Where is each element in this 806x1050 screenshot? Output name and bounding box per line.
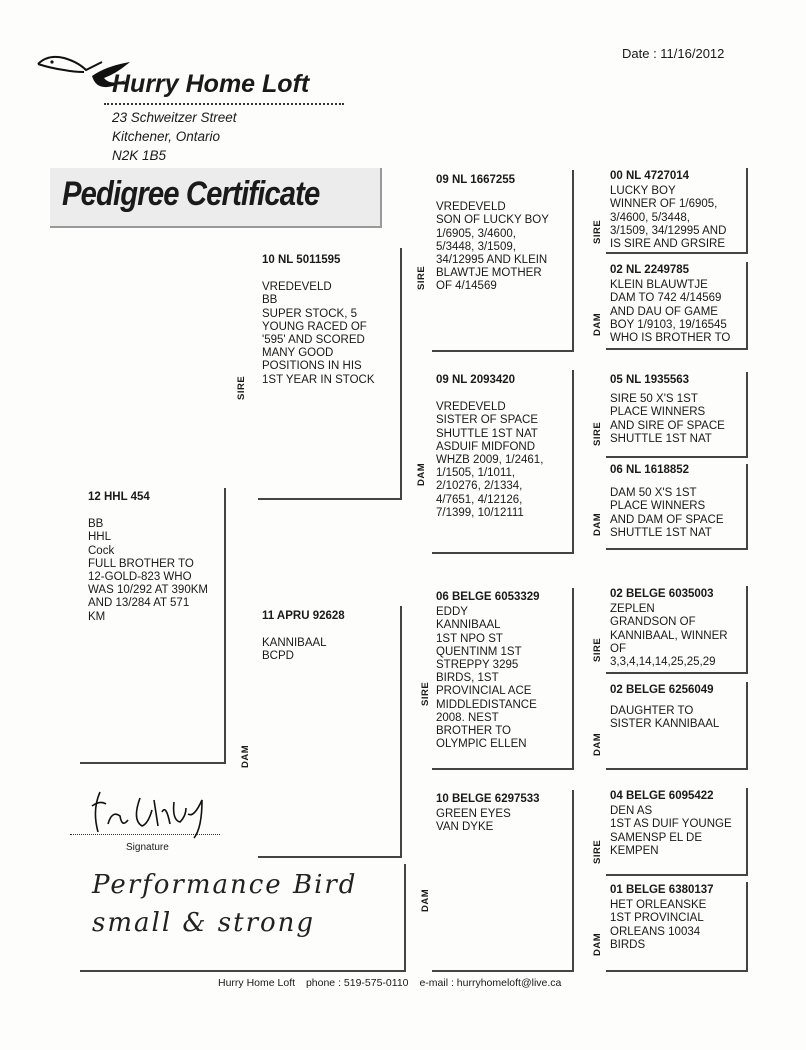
sdd-card	[610, 464, 748, 540]
dds-card	[610, 790, 748, 858]
ds-card	[436, 591, 574, 751]
footer-email: e-mail : hurryhomeloft@live.ca	[419, 977, 562, 989]
sdd-dam-label: DAM	[592, 512, 603, 536]
sds-description: SIRE 50 X'S 1ST PLACE WINNERS AND SIRE OF SPACE SHUTTLE 1ST NAT	[610, 393, 725, 445]
dam-label: DAM	[240, 744, 251, 768]
signature-label: Signature	[126, 842, 169, 853]
sire-description: VREDEVELD BB SUPER STOCK, 5 YOUNG RACED OF '595' AND SCORED MANY GOOD POSITIONS IN HIS 1ST YEAR IN STOCK	[262, 281, 375, 386]
sss-description: LUCKY BOY WINNER OF 1/6905, 3/4600, 5/3448, 3/1509, 34/12995 AND IS SIRE AND GRSIRE	[610, 185, 727, 251]
sire-id: 10 NL 5011595	[262, 254, 341, 266]
address-city: Kitchener, Ontario	[112, 129, 221, 144]
dd-id: 10 BELGE 6297533	[436, 793, 540, 805]
sdd-id: 06 NL 1618852	[610, 464, 690, 476]
loft-name: Hurry Home Loft	[112, 70, 310, 98]
sd-dam-label: DAM	[416, 462, 427, 486]
sds-card	[610, 374, 748, 446]
sss-sire-label: SIRE	[592, 219, 603, 244]
address-postal: N2K 1B5	[112, 148, 167, 163]
ss-sire-label: SIRE	[416, 265, 427, 290]
sire-card	[262, 254, 400, 387]
sd-card	[436, 374, 574, 520]
ss-id: 09 NL 1667255	[436, 174, 516, 186]
dss-sire-label: SIRE	[592, 637, 603, 662]
dsd-description: DAUGHTER TO SISTER KANNIBAAL	[610, 705, 720, 731]
sd-description: VREDEVELD SISTER OF SPACE SHUTTLE 1ST NAT ASDUIF MIDFOND WHZB 2009, 1/2461, 1/1505, 1/1011, 2/10276, 2/1334, 4/7651, 4/12126, 7/1399, 10/12111	[436, 401, 544, 519]
ddd-id: 01 BELGE 6380137	[610, 884, 714, 896]
handwritten-note-line1: Performance Bird	[92, 870, 358, 900]
sds-id: 05 NL 1935563	[610, 374, 690, 386]
ds-description: EDDY KANNIBAAL 1ST NPO ST QUENTINM 1ST STREPPY 3295 BIRDS, 1ST PROVINCIAL ACE MIDDLEDISTANCE 2008. NEST BROTHER TO OLYMPIC ELLEN	[436, 606, 537, 751]
sds-sire-label: SIRE	[592, 421, 603, 446]
ss-description: VREDEVELD SON OF LUCKY BOY 1/6905, 3/4600, 5/3448, 3/1509, 34/12995 AND KLEIN BLAWTJE MOTHER OF 4/14569	[436, 201, 549, 293]
ds-id: 06 BELGE 6053329	[436, 591, 540, 603]
certificate-date: Date : 11/16/2012	[622, 46, 725, 61]
ssd-card	[610, 264, 748, 345]
dds-description: DEN AS 1ST AS DUIF YOUNGE SAMENSP EL DE KEMPEN	[610, 805, 732, 857]
subject-card	[88, 491, 226, 624]
ddd-dam-label: DAM	[592, 932, 603, 956]
ssd-dam-label: DAM	[592, 312, 603, 336]
subject-id: 12 HHL 454	[88, 491, 150, 503]
footer-name: Hurry Home Loft	[218, 977, 296, 989]
dd-card	[436, 793, 574, 835]
dsd-card	[610, 684, 748, 732]
footer	[218, 977, 569, 989]
sdd-description: DAM 50 X'S 1ST PLACE WINNERS AND DAM OF SPACE SHUTTLE 1ST NAT	[610, 487, 724, 539]
subject-description: BB HHL Cock FULL BROTHER TO 12-GOLD-823 WHO WAS 10/292 AT 390KM AND 13/284 AT 571 KM	[88, 518, 208, 623]
dds-id: 04 BELGE 6095422	[610, 790, 714, 802]
header-divider	[104, 103, 344, 105]
ddd-card	[610, 884, 748, 952]
dss-card	[610, 588, 748, 669]
dam-card	[262, 610, 400, 664]
footer-phone: phone : 519-575-0110	[305, 977, 409, 989]
sss-card	[610, 170, 748, 251]
sd-id: 09 NL 2093420	[436, 374, 516, 386]
ssd-id: 02 NL 2249785	[610, 264, 690, 276]
dds-sire-label: SIRE	[592, 839, 603, 864]
dam-description: KANNIBAAL BCPD	[262, 637, 327, 663]
ssd-description: KLEIN BLAUWTJE DAM TO 742 4/14569 AND DAU OF GAME BOY 1/9103, 19/16545 WHO IS BROTHER TO	[610, 279, 731, 345]
dsd-dam-label: DAM	[592, 732, 603, 756]
dd-description: GREEN EYES VAN DYKE	[436, 808, 511, 834]
address-street: 23 Schweitzer Street	[112, 110, 237, 125]
certificate-title: Pedigree Certificate	[62, 175, 320, 213]
ddd-description: HET ORLEANSKE 1ST PROVINCIAL ORLEANS 10034 BIRDS	[610, 899, 707, 951]
dsd-id: 02 BELGE 6256049	[610, 684, 714, 696]
dam-id: 11 APRU 92628	[262, 610, 345, 622]
dss-description: ZEPLEN GRANDSON OF KANNIBAAL, WINNER OF 3,3,4,14,14,25,25,29	[610, 603, 728, 669]
ss-card	[436, 174, 574, 294]
ds-sire-label: SIRE	[420, 681, 431, 706]
signature-line	[70, 834, 220, 835]
sire-label: SIRE	[236, 375, 247, 400]
handwritten-signature	[62, 780, 222, 840]
handwritten-note-line2: small & strong	[92, 908, 316, 938]
dd-dam-label: DAM	[420, 888, 431, 912]
dss-id: 02 BELGE 6035003	[610, 588, 714, 600]
sss-id: 00 NL 4727014	[610, 170, 690, 182]
